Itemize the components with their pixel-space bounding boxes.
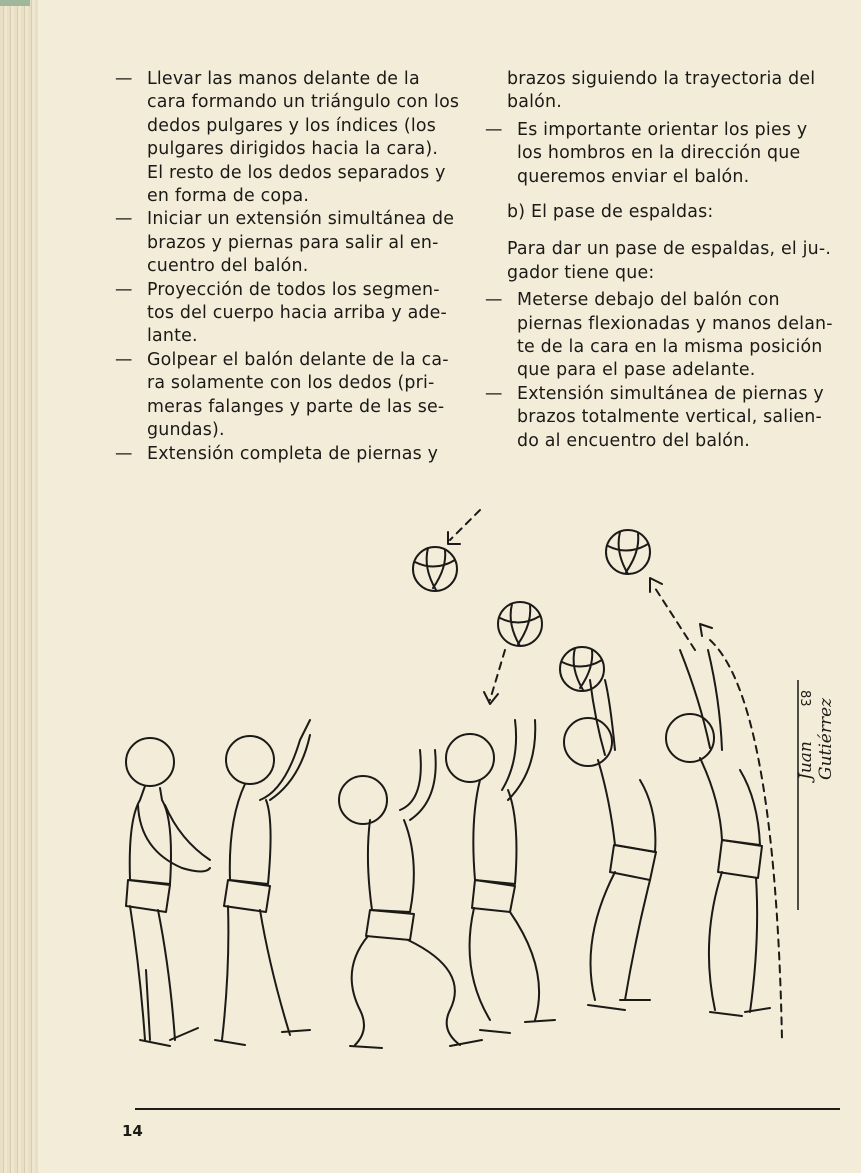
section-subheading: b) El pase de espaldas: — [507, 202, 714, 223]
text-line: en forma de copa. — [147, 186, 310, 207]
side-number: 83 — [797, 690, 812, 707]
dash-bullet: — — [485, 119, 503, 140]
ball-icon — [498, 602, 542, 646]
text-line: tos del cuerpo hacia arriba y ade- — [147, 303, 448, 324]
dash-bullet: — — [115, 443, 133, 464]
text-line: gador tiene que: — [507, 262, 655, 283]
text-line: piernas flexionadas y manos delan- — [517, 313, 833, 334]
list-item — [485, 119, 833, 189]
page-edge-mark — [0, 0, 30, 6]
dash-bullet: — — [485, 383, 503, 404]
list-item — [485, 289, 833, 383]
player-figure — [339, 750, 482, 1048]
list-item — [115, 443, 463, 466]
text-line: dedos pulgares y los índices (los — [147, 115, 437, 136]
player-figure — [666, 650, 770, 1016]
list-item — [115, 68, 463, 208]
continuation-text — [485, 68, 833, 115]
ball-icon — [413, 547, 457, 591]
footer-rule — [135, 1108, 840, 1110]
left-column — [115, 68, 463, 466]
list-item — [115, 208, 463, 278]
page-edge — [0, 0, 38, 1173]
list-item — [115, 349, 463, 443]
page-number: 14 — [122, 1122, 143, 1140]
text-line: Extensión simultánea de piernas y — [517, 383, 824, 404]
trajectory-arrows — [450, 510, 782, 1040]
text-line: brazos totalmente vertical, salien- — [517, 407, 822, 428]
text-line: Llevar las manos delante de la — [147, 69, 420, 89]
text-line: Golpear el balón delante de la ca- — [147, 349, 449, 370]
text-line: cuentro del balón. — [147, 256, 309, 277]
ball-icon — [560, 647, 604, 691]
player-figure — [126, 738, 210, 1046]
artist-signature: Juan Gutiérrez — [796, 697, 836, 780]
text-line: te de la cara en la misma posición — [517, 337, 823, 358]
text-line: que para el pase adelante. — [517, 360, 756, 381]
text-line: meras falanges y parte de las se- — [147, 396, 445, 417]
right-column — [485, 68, 833, 453]
text-line: ra solamente con los dedos (pri- — [147, 373, 435, 394]
dash-bullet: — — [115, 69, 133, 89]
text-line: brazos y piernas para salir al en- — [147, 232, 439, 253]
ball-icon — [606, 530, 650, 574]
text-line: gundas). — [147, 420, 225, 441]
text-line: brazos siguiendo la trayectoria del — [507, 69, 816, 89]
volleyball-pass-illustration — [110, 500, 850, 1060]
text-line: do al encuentro del balón. — [517, 430, 751, 451]
dash-bullet: — — [115, 349, 133, 370]
dash-bullet: — — [485, 290, 503, 311]
dash-bullet: — — [115, 279, 133, 300]
text-line: queremos enviar el balón. — [517, 166, 750, 187]
text-line: cara formando un triángulo con los — [147, 92, 460, 113]
text-line: Iniciar un extensión simultánea de — [147, 209, 455, 230]
text-line: Proyección de todos los segmen- — [147, 279, 440, 300]
arrow-head-icon — [700, 624, 712, 636]
player-figure — [215, 720, 310, 1045]
list-item — [115, 279, 463, 349]
list-item — [485, 383, 833, 453]
text-line: lante. — [147, 326, 198, 347]
text-line: Para dar un pase de espaldas, el ju-. — [507, 239, 832, 260]
text-line: pulgares dirigidos hacia la cara). — [147, 139, 439, 160]
dash-bullet: — — [115, 209, 133, 230]
text-line: Meterse debajo del balón con — [517, 290, 780, 311]
intro-paragraph — [485, 238, 833, 285]
player-figure — [564, 680, 656, 1010]
text-line: los hombros en la dirección que — [517, 143, 801, 164]
text-line: Es importante orientar los pies y — [517, 119, 808, 140]
text-line: El resto de los dedos separados y — [147, 162, 446, 183]
text-line: balón. — [507, 92, 562, 113]
text-line: Extensión completa de piernas y — [147, 443, 439, 464]
arrow-head-icon — [448, 532, 460, 544]
player-figure — [446, 720, 555, 1033]
